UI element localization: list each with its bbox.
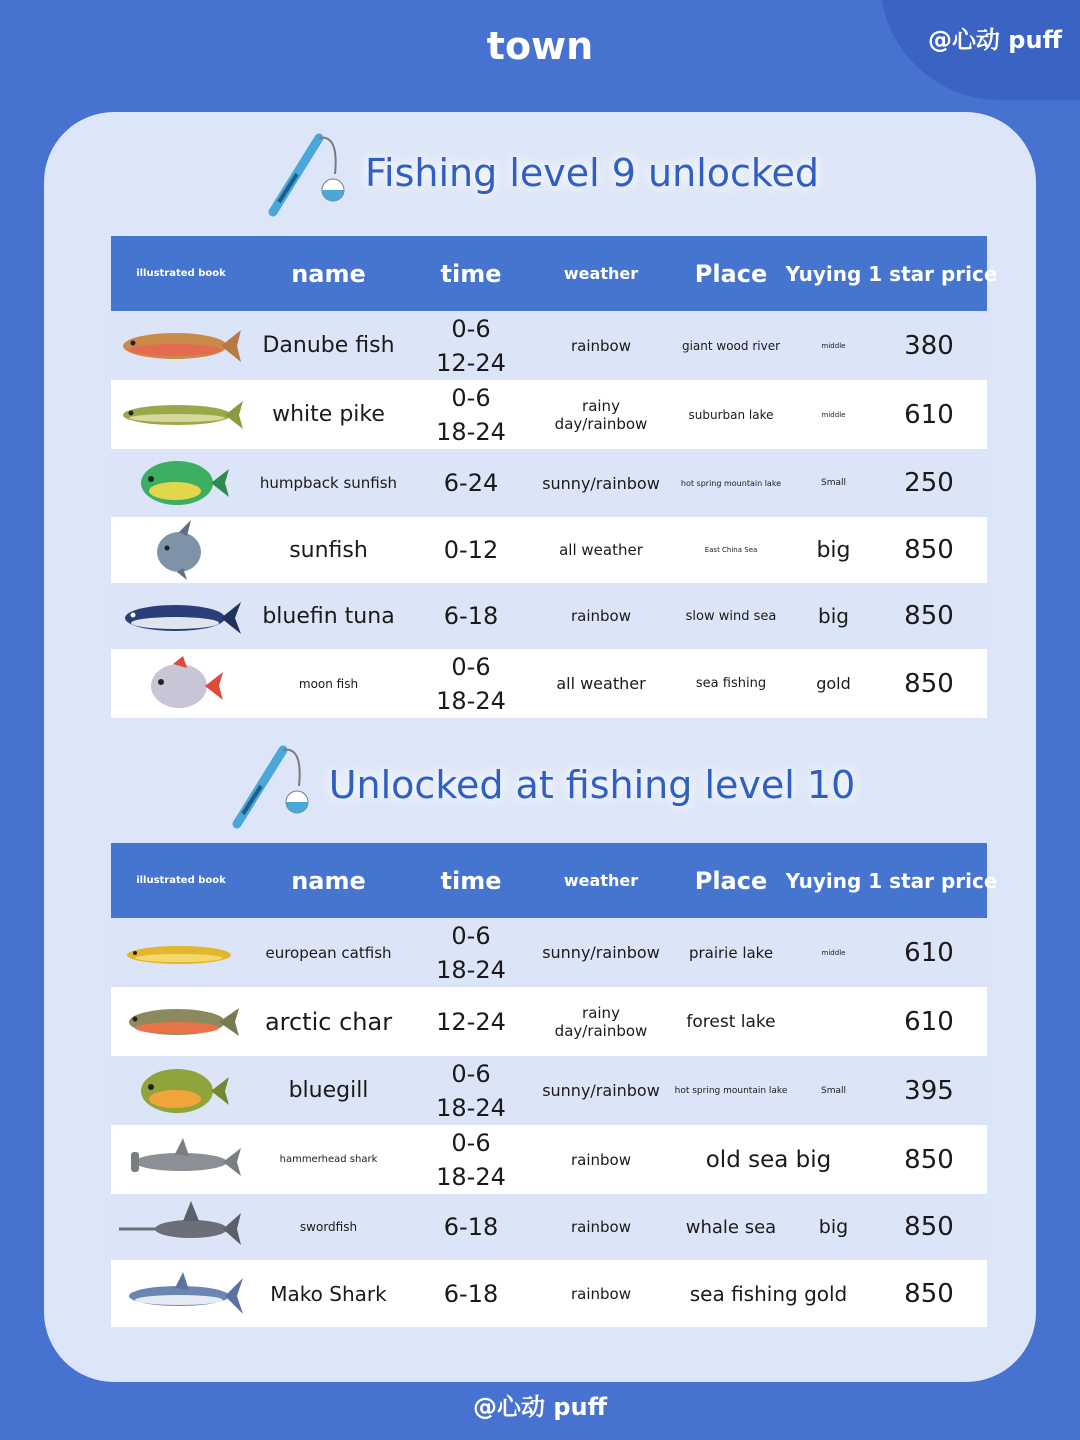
fish-image-cell [111,1130,251,1190]
time-range: 18-24 [436,417,506,446]
weather: sunny/rainbow [542,1081,660,1100]
fish-image-cell [111,1061,251,1121]
fish-name: sunfish [289,537,368,563]
col-header-price: Yuying 1 star price [785,868,998,893]
weather: rainbow [571,1218,631,1236]
tuna-icon [117,586,245,646]
catch-time: 6-18 [443,602,499,630]
size: Small [821,1085,846,1096]
col-header-book: illustrated book [136,268,226,279]
place: slow wind sea [685,608,777,624]
time-range: 18-24 [436,686,506,715]
col-header-time: time [440,259,502,288]
place: East China Sea [704,546,758,554]
fish-image-cell [111,453,251,513]
catch-time [406,1057,536,1125]
table-row [111,583,987,649]
fish-name: humpback sunfish [259,474,398,492]
col-header-name: name [291,259,366,288]
price: 610 [904,1006,954,1037]
fish-name: arctic char [264,1007,393,1036]
fish-name: Mako Shark [270,1281,387,1306]
fish-name: white pike [272,402,385,427]
table-header [111,843,998,918]
catch-time [406,919,536,987]
place: old sea big [705,1146,832,1173]
fish-name: bluefin tuna [262,603,395,629]
price: 250 [904,468,954,498]
col-header-weather: weather [563,264,639,283]
weather: sunny/rainbow [542,943,660,962]
fish-image-cell [111,316,251,376]
weather: rainbow [571,1150,631,1169]
bluegill-icon [117,1061,245,1121]
table-row [111,449,987,517]
catch-time [406,312,536,380]
table-row [111,987,987,1056]
weather: all weather [556,674,646,693]
time-range: 18-24 [436,1093,506,1122]
price: 850 [904,1144,954,1175]
section-1-heading [0,128,1080,218]
weather: sunny/rainbow [542,473,660,493]
trout-icon [117,316,245,376]
fish-name: european catfish [265,943,392,962]
price: 850 [904,1212,954,1242]
table-row [111,1260,987,1327]
catch-time: 6-24 [443,469,499,497]
place: whale sea [685,1216,777,1238]
price: 380 [904,330,954,361]
catch-time [406,1126,536,1194]
weather: all weather [559,541,643,559]
time-range: 12-24 [436,348,506,377]
price: 850 [904,1278,954,1309]
time-range: 0-6 [451,314,491,343]
price: 850 [904,668,954,699]
author-handle-bottom: @心动 puff [472,1393,608,1421]
fish-image-cell [111,586,251,646]
col-header-place: Place [694,866,768,895]
col-header-place: Place [694,259,768,288]
place: suburban lake [688,407,774,422]
hammerhead-icon [117,1130,245,1190]
fishing-rod-icon [261,128,351,218]
fish-name: bluegill [288,1078,369,1103]
col-header-name: name [291,866,366,895]
catfish-icon [117,923,245,983]
price: 850 [904,601,954,631]
table-row [111,918,987,987]
weather: rainy day/rainbow [554,1003,648,1040]
mako-icon [117,1264,245,1324]
price: 610 [904,399,954,430]
size: big [818,604,849,628]
fish-image-cell [111,385,251,445]
catch-time [406,381,536,449]
fishing-rod-icon [225,740,315,830]
fish-name: Danube fish [262,333,395,358]
price: 850 [904,535,954,565]
fish-image-cell [111,1264,251,1324]
weather: rainbow [571,336,631,355]
fish-image-cell [111,1197,251,1257]
catch-time [406,650,536,718]
place: hot spring mountain lake [674,1085,788,1096]
catch-time: 12-24 [436,1007,506,1036]
size: big [816,537,851,563]
col-header-weather: weather [563,871,639,890]
table-row [111,380,987,449]
char-icon [117,992,245,1052]
size: gold [816,674,851,693]
size: middle [821,410,846,419]
time-range: 0-6 [451,1059,491,1088]
table-row [111,517,987,583]
place: giant wood river [681,338,781,353]
fish-image-cell [111,654,251,714]
time-range: 0-6 [451,383,491,412]
size: big [818,1216,849,1238]
time-range: 0-6 [451,652,491,681]
fish-image-cell [111,520,251,580]
time-range: 0-6 [451,921,491,950]
pike-icon [117,385,245,445]
time-range: 18-24 [436,1162,506,1191]
fish-table-level-9 [111,236,998,718]
catch-time: 0-12 [443,536,499,564]
size: middle [821,948,846,957]
table-header [111,236,998,311]
table-row [111,311,987,380]
fish-image-cell [111,992,251,1052]
author-handle-top: @心动 puff [927,26,1062,54]
fish-name: moon fish [298,676,359,691]
fish-name: hammerhead shark [279,1154,378,1165]
col-header-book: illustrated book [136,875,226,886]
weather: rainbow [571,1284,631,1303]
price: 395 [904,1075,954,1106]
ocean-sunfish-icon [117,520,245,580]
table-row [111,1194,987,1260]
time-range: 18-24 [436,955,506,984]
col-header-price: Yuying 1 star price [785,261,998,286]
price: 610 [904,937,954,968]
table-row [111,1125,987,1194]
fish-name: swordfish [299,1220,358,1234]
size: middle [821,341,846,350]
page-title: town [486,24,594,68]
opah-icon [117,654,245,714]
section-1-title: Fishing level 9 unlocked [364,151,820,195]
place: sea fishing gold [689,1281,848,1306]
place: prairie lake [688,943,774,962]
sunfish-green-icon [117,453,245,513]
weather: rainy day/rainbow [554,396,648,433]
time-range: 0-6 [451,1128,491,1157]
table-row [111,649,987,718]
weather: rainbow [571,607,631,625]
catch-time: 6-18 [443,1213,499,1241]
place: sea fishing [695,676,767,691]
section-2-heading [0,740,1080,830]
col-header-time: time [440,866,502,895]
fish-image-cell [111,923,251,983]
table-row [111,1056,987,1125]
section-2-title: Unlocked at fishing level 10 [328,763,856,807]
swordfish-icon [117,1197,245,1257]
place: forest lake [686,1011,776,1032]
catch-time: 6-18 [443,1279,499,1308]
place: hot spring mountain lake [680,478,782,488]
size: Small [821,478,846,488]
fish-table-level-10 [111,843,998,1327]
